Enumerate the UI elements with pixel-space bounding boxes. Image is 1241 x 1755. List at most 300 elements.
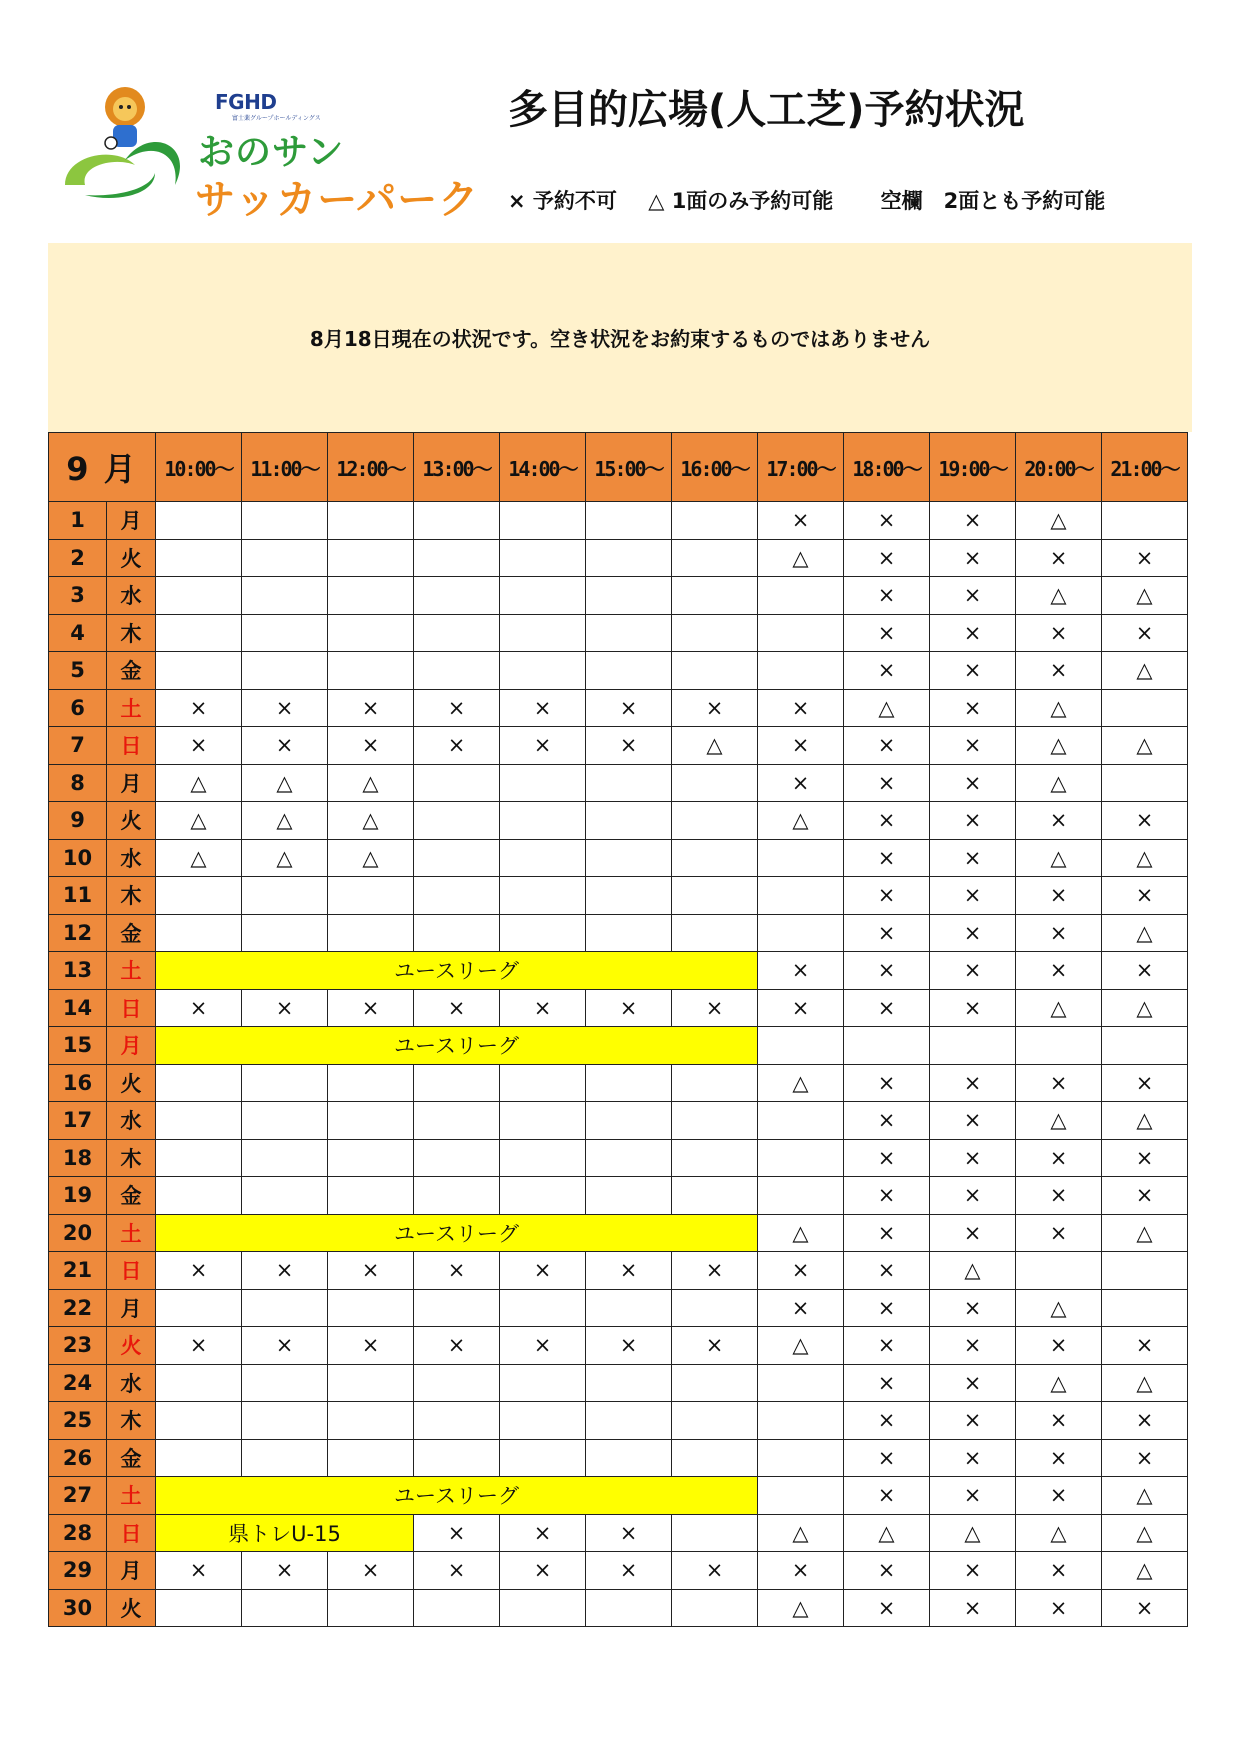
day-of-week: 木 [107,1402,156,1440]
slot-cell [500,1139,586,1177]
table-row [49,914,1188,952]
slot-cell [156,877,242,915]
slot-cell: × [844,1102,930,1140]
table-row [49,1289,1188,1327]
slot-cell [156,652,242,690]
slot-cell [672,539,758,577]
slot-cell [328,614,414,652]
slot-cell: × [844,1064,930,1102]
slot-cell: × [242,1552,328,1590]
slot-cell: × [844,1289,930,1327]
slot-cell: × [500,727,586,765]
slot-cell [758,1139,844,1177]
table-row [49,952,1188,990]
slot-cell: × [844,877,930,915]
slot-cell [242,539,328,577]
schedule-table [48,432,1188,1627]
slot-cell [500,652,586,690]
slot-cell: × [930,1289,1016,1327]
slot-cell [156,614,242,652]
slot-cell [328,1364,414,1402]
slot-cell: × [844,1364,930,1402]
slot-cell: × [672,689,758,727]
slot-cell [500,539,586,577]
slot-cell [414,1402,500,1440]
day-number: 29 [49,1552,107,1590]
slot-cell: × [844,764,930,802]
slot-cell [758,839,844,877]
slot-cell [586,1402,672,1440]
slot-cell [758,1477,844,1515]
slot-cell [930,1027,1016,1065]
slot-cell [500,577,586,615]
slot-cell: × [414,989,500,1027]
slot-cell: × [242,727,328,765]
slot-cell [328,539,414,577]
day-number: 15 [49,1027,107,1065]
day-of-week: 土 [107,952,156,990]
slot-cell: × [1016,1327,1102,1365]
slot-cell: × [156,1252,242,1290]
slot-cell: × [586,1252,672,1290]
slot-cell [156,1289,242,1327]
slot-cell [242,877,328,915]
slot-cell: △ [672,727,758,765]
slot-cell [586,1589,672,1627]
slot-cell: × [672,1327,758,1365]
table-row [49,1027,1188,1065]
event-block: ユースリーグ [156,1214,758,1252]
day-number: 27 [49,1477,107,1515]
day-number: 17 [49,1102,107,1140]
slot-cell: △ [758,1514,844,1552]
slot-cell: × [328,1552,414,1590]
day-number: 22 [49,1289,107,1327]
time-slot-header: 11:00～ [242,433,328,502]
day-number: 4 [49,614,107,652]
slot-cell [414,577,500,615]
slot-cell: × [844,952,930,990]
time-slot-header: 18:00～ [844,433,930,502]
slot-cell [242,1139,328,1177]
table-row [49,1252,1188,1290]
slot-cell: △ [844,689,930,727]
slot-cell [156,1139,242,1177]
slot-cell: × [1016,802,1102,840]
mascot-ball [105,137,117,149]
table-row [49,1177,1188,1215]
schedule-body [49,502,1188,1627]
slot-cell: × [242,1252,328,1290]
slot-cell: × [844,614,930,652]
day-number: 6 [49,689,107,727]
slot-cell [758,1027,844,1065]
slot-cell: × [328,689,414,727]
legend-one-side: △ 1面のみ予約可能 [648,189,834,213]
slot-cell [242,1102,328,1140]
time-slot-header: 20:00～ [1016,433,1102,502]
slot-cell [500,877,586,915]
time-slot-header: 17:00～ [758,433,844,502]
time-slot-header: 15:00～ [586,433,672,502]
slot-cell [414,502,500,540]
day-of-week: 月 [107,764,156,802]
notice-text: 8月18日現在の状況です。空き状況をお約束するものではありません [309,327,931,351]
slot-cell [586,614,672,652]
slot-cell [500,614,586,652]
slot-cell [414,1589,500,1627]
slot-cell: × [500,1252,586,1290]
corporate-logo-subtext: 富士薬グループホールディングス [232,115,321,122]
event-block: ユースリーグ [156,1477,758,1515]
slot-cell [672,802,758,840]
day-number: 9 [49,802,107,840]
slot-cell [1016,1252,1102,1290]
day-of-week: 金 [107,914,156,952]
day-of-week: 土 [107,689,156,727]
slot-cell: × [930,1364,1016,1402]
slot-cell: △ [1102,1477,1188,1515]
day-number: 30 [49,1589,107,1627]
slot-cell [414,1439,500,1477]
slot-cell: △ [242,802,328,840]
slot-cell: × [758,1252,844,1290]
slot-cell [586,1439,672,1477]
slot-cell: × [414,1514,500,1552]
slot-cell: × [500,989,586,1027]
slot-cell [586,539,672,577]
time-slot-header: 13:00～ [414,433,500,502]
slot-cell [500,1177,586,1215]
slot-cell [328,1139,414,1177]
day-of-week: 火 [107,1327,156,1365]
slot-cell: × [930,1214,1016,1252]
slot-cell [156,1364,242,1402]
slot-cell: × [1102,1177,1188,1215]
slot-cell [586,914,672,952]
slot-cell [414,614,500,652]
slot-cell: △ [758,1589,844,1627]
slot-cell [586,1064,672,1102]
slot-cell: × [844,1402,930,1440]
slot-cell [328,1439,414,1477]
day-number: 24 [49,1364,107,1402]
slot-cell: × [242,1327,328,1365]
legend-unavailable: × 予約不可 [508,189,617,213]
slot-cell: △ [1016,727,1102,765]
slot-cell: × [844,1177,930,1215]
slot-cell: △ [930,1252,1016,1290]
slot-cell [156,502,242,540]
slot-cell [414,1102,500,1140]
day-number: 7 [49,727,107,765]
slot-cell [1102,502,1188,540]
slot-cell [242,914,328,952]
slot-cell [414,652,500,690]
table-row [49,1327,1188,1365]
slot-cell [758,1177,844,1215]
slot-cell [1016,1027,1102,1065]
slot-cell: × [1016,1064,1102,1102]
slot-cell: × [844,1589,930,1627]
slot-cell: △ [1102,1214,1188,1252]
slot-cell [414,877,500,915]
slot-cell [1102,764,1188,802]
day-number: 12 [49,914,107,952]
table-row [49,1102,1188,1140]
slot-cell [242,1289,328,1327]
page-title: 多目的広場(人工芝)予約状況 [508,87,1025,133]
slot-cell: △ [1102,1552,1188,1590]
table-row [49,839,1188,877]
swirl-left [65,155,135,185]
slot-cell [414,764,500,802]
slot-cell: × [930,877,1016,915]
slot-cell [242,1177,328,1215]
day-of-week: 金 [107,1439,156,1477]
time-slot-header: 16:00～ [672,433,758,502]
slot-cell: △ [1102,1364,1188,1402]
slot-cell: × [1102,952,1188,990]
slot-cell: × [844,1327,930,1365]
slot-cell [500,802,586,840]
slot-cell [758,577,844,615]
day-of-week: 月 [107,1027,156,1065]
slot-cell [586,577,672,615]
day-of-week: 日 [107,989,156,1027]
day-number: 20 [49,1214,107,1252]
slot-cell [672,1102,758,1140]
table-row [49,1214,1188,1252]
slot-cell [500,1589,586,1627]
slot-cell: × [930,577,1016,615]
slot-cell: × [1016,539,1102,577]
slot-cell [414,802,500,840]
slot-cell: × [844,1477,930,1515]
slot-cell: △ [1016,1364,1102,1402]
slot-cell: × [930,652,1016,690]
slot-cell: × [758,1552,844,1590]
slot-cell [242,1064,328,1102]
slot-cell: × [1016,1139,1102,1177]
slot-cell: × [414,727,500,765]
slot-cell: × [930,689,1016,727]
day-number: 21 [49,1252,107,1290]
slot-cell: × [844,539,930,577]
slot-cell [328,1064,414,1102]
brand-name-line1: おのサン [198,132,345,173]
slot-cell: × [156,989,242,1027]
slot-cell: × [930,1552,1016,1590]
slot-cell: × [844,989,930,1027]
event-block: 県トレU-15 [156,1514,414,1552]
slot-cell: △ [328,802,414,840]
mascot-face [113,97,137,121]
slot-cell: × [1016,614,1102,652]
day-number: 26 [49,1439,107,1477]
day-of-week: 水 [107,1102,156,1140]
slot-cell: × [758,1289,844,1327]
slot-cell [586,1139,672,1177]
day-number: 23 [49,1327,107,1365]
slot-cell: × [930,989,1016,1027]
table-row [49,877,1188,915]
slot-cell: × [500,1327,586,1365]
slot-cell: × [500,1514,586,1552]
slot-cell: × [930,764,1016,802]
day-of-week: 木 [107,1139,156,1177]
slot-cell: × [1016,1552,1102,1590]
slot-cell: × [1102,1064,1188,1102]
slot-cell [672,1439,758,1477]
table-row [49,1477,1188,1515]
slot-cell: × [930,1177,1016,1215]
slot-cell [242,652,328,690]
slot-cell [242,614,328,652]
slot-cell [500,1064,586,1102]
slot-cell [156,1402,242,1440]
table-row [49,1552,1188,1590]
day-of-week: 土 [107,1477,156,1515]
slot-cell: △ [758,1327,844,1365]
slot-cell [500,502,586,540]
slot-cell [1102,1289,1188,1327]
time-slot-header: 10:00～ [156,433,242,502]
event-block: ユースリーグ [156,952,758,990]
slot-cell: × [930,1402,1016,1440]
slot-cell: △ [1016,1289,1102,1327]
slot-cell [672,914,758,952]
slot-cell [1102,689,1188,727]
slot-cell: × [844,1139,930,1177]
slot-cell [586,1364,672,1402]
day-of-week: 火 [107,802,156,840]
slot-cell [500,1439,586,1477]
slot-cell: △ [156,839,242,877]
slot-cell: △ [844,1514,930,1552]
day-number: 16 [49,1064,107,1102]
slot-cell: × [672,1552,758,1590]
slot-cell [758,1402,844,1440]
day-of-week: 水 [107,839,156,877]
day-number: 2 [49,539,107,577]
day-of-week: 月 [107,502,156,540]
month-label: 9 月 [49,433,156,502]
slot-cell [156,1064,242,1102]
slot-cell [586,764,672,802]
slot-cell: × [1016,914,1102,952]
slot-cell: △ [758,539,844,577]
slot-cell [328,1289,414,1327]
slot-cell: △ [1016,989,1102,1027]
table-row [49,727,1188,765]
slot-cell: × [930,727,1016,765]
slot-cell: △ [156,764,242,802]
notice-box [48,243,1192,432]
slot-cell [242,1402,328,1440]
slot-cell: △ [1016,764,1102,802]
slot-cell: × [586,727,672,765]
slot-cell: × [156,1552,242,1590]
slot-cell: × [414,1252,500,1290]
slot-cell [758,1102,844,1140]
legend [508,185,1129,215]
slot-cell [586,877,672,915]
slot-cell: × [758,727,844,765]
slot-cell: △ [930,1514,1016,1552]
slot-cell: △ [1016,1514,1102,1552]
slot-cell [328,877,414,915]
slot-cell: × [844,577,930,615]
time-slot-header: 14:00～ [500,433,586,502]
slot-cell: × [758,502,844,540]
day-of-week: 火 [107,539,156,577]
day-of-week: 木 [107,877,156,915]
day-of-week: 金 [107,652,156,690]
slot-cell [672,577,758,615]
day-of-week: 月 [107,1552,156,1590]
day-of-week: 水 [107,1364,156,1402]
slot-cell: × [930,614,1016,652]
slot-cell: × [156,689,242,727]
day-number: 5 [49,652,107,690]
slot-cell [414,1139,500,1177]
slot-cell [758,914,844,952]
day-number: 3 [49,577,107,615]
slot-cell [328,1589,414,1627]
slot-cell: × [844,839,930,877]
slot-cell: × [328,1252,414,1290]
slot-cell [414,1289,500,1327]
slot-cell: × [1102,539,1188,577]
day-of-week: 月 [107,1289,156,1327]
slot-cell [500,1402,586,1440]
slot-cell: × [1016,1439,1102,1477]
table-row [49,539,1188,577]
slot-cell [672,839,758,877]
day-number: 28 [49,1514,107,1552]
slot-cell [672,1064,758,1102]
day-number: 25 [49,1402,107,1440]
swirl-bottom [85,173,155,198]
table-row [49,1402,1188,1440]
day-number: 18 [49,1139,107,1177]
slot-cell: × [156,727,242,765]
slot-cell [414,839,500,877]
slot-cell [672,1289,758,1327]
slot-cell: △ [1102,839,1188,877]
slot-cell: × [1016,877,1102,915]
slot-cell: × [242,989,328,1027]
slot-cell: × [930,1139,1016,1177]
slot-cell: × [586,1327,672,1365]
slot-cell: × [414,1552,500,1590]
slot-cell: △ [758,802,844,840]
slot-cell: △ [1102,652,1188,690]
table-row [49,989,1188,1027]
table-row [49,1514,1188,1552]
table-row [49,577,1188,615]
slot-cell [500,764,586,802]
slot-cell: × [586,689,672,727]
slot-cell [672,1402,758,1440]
day-of-week: 日 [107,727,156,765]
slot-cell: × [844,502,930,540]
event-block: ユースリーグ [156,1027,758,1065]
slot-cell: × [844,727,930,765]
day-of-week: 日 [107,1252,156,1290]
slot-cell [156,1439,242,1477]
